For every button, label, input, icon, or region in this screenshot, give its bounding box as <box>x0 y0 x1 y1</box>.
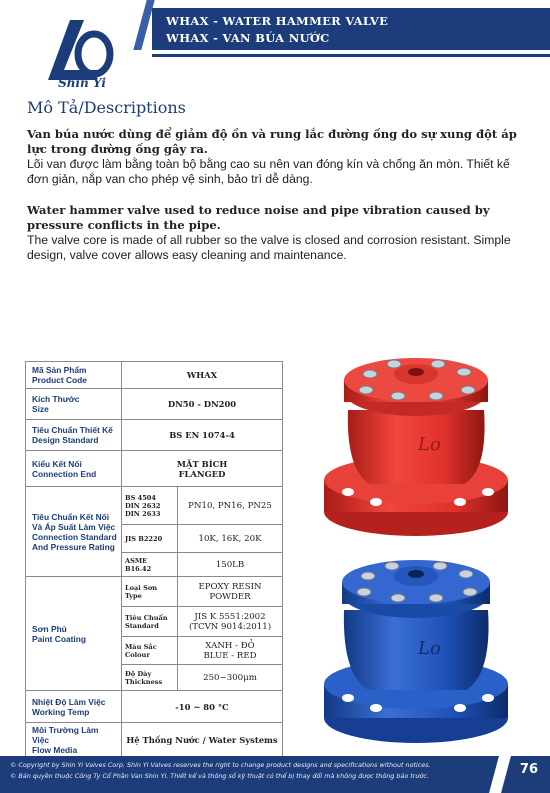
size-label: Kích Thước Size <box>26 389 122 420</box>
product-code-value: WHAX <box>122 362 283 389</box>
rating-value: 10K, 16K, 20K <box>178 525 283 553</box>
coating-value: JIS K 5551:2002 (TCVN 9014:2011) <box>178 607 283 637</box>
brand-name: Shin Yi <box>58 76 106 90</box>
footer-divider <box>489 756 511 793</box>
rating-standard: ASME B16.42 <box>122 553 178 577</box>
header-title-box <box>152 8 550 50</box>
header-rule <box>152 54 550 57</box>
coating-key: Màu Sắc Colour <box>122 637 178 665</box>
svg-text:Lo: Lo <box>418 434 441 455</box>
coating-key: Độ Dày Thickness <box>122 665 178 691</box>
specification-table <box>25 361 283 758</box>
pressure-rating-label: Tiêu Chuẩn Kết Nối Và Áp Suất Làm Việc Connection Standard And Pressure Rating <box>26 487 122 577</box>
size-value: DN50 - DN200 <box>122 389 283 420</box>
coating-value: 250~300μm <box>178 665 283 691</box>
section-title: Mô Tả/Descriptions <box>27 98 186 117</box>
description-en-lead: Water hammer valve used to reduce noise and pipe vibration caused by pressure conflicts in the pipe. <box>27 203 490 232</box>
design-standard-label: Tiêu Chuẩn Thiết Kế Design Standard <box>26 420 122 451</box>
working-temp-label: Nhiệt Độ Làm Việc Working Temp <box>26 691 122 723</box>
table-row <box>26 389 283 420</box>
table-row <box>26 577 283 607</box>
table-row <box>26 451 283 487</box>
rating-standard: BS 4504 DIN 2632 DIN 2633 <box>122 487 178 525</box>
table-row <box>26 723 283 758</box>
connection-end-label: Kiểu Kết Nối Connection End <box>26 451 122 487</box>
svg-text:Lo: Lo <box>418 638 441 659</box>
coating-key: Tiêu Chuẩn Standard <box>122 607 178 637</box>
description-vi <box>27 127 532 187</box>
footer <box>0 756 550 793</box>
blue-valve-image <box>318 552 518 748</box>
flow-media-value: Hệ Thống Nước / Water Systems <box>122 723 283 758</box>
red-valve-image <box>318 352 518 542</box>
coating-value: XANH - ĐỎ BLUE - RED <box>178 637 283 665</box>
coating-value: EPOXY RESIN POWDER <box>178 577 283 607</box>
connection-end-value: MẶT BÍCH FLANGED <box>122 451 283 487</box>
paint-coating-label: Sơn Phủ Paint Coating <box>26 577 122 691</box>
table-row <box>26 362 283 389</box>
rating-value: 150LB <box>178 553 283 577</box>
copyright-vi: © Bản quyền thuộc Công Ty Cổ Phần Van Shin Yi. Thiết kế và thông số kỹ thuật có thể bị thay đổi mà không được thông báo trước. <box>10 772 429 780</box>
description-en-body: The valve core is made of all rubber so the valve is closed and corrosion resistant. Simple design, valve cover allows easy cleaning and maintenance. <box>27 233 511 262</box>
header-title-en: WHAX - WATER HAMMER VALVE <box>166 14 389 28</box>
header-title-vi: WHAX - VAN BÚA NƯỚC <box>166 31 330 45</box>
description-vi-body: Lõi van được làm bằng toàn bộ bằng cao su nên van đóng kín và chống ăn mòn. Thiết kế đơn giản, nắp van cho phép vệ sinh, bảo trì dễ dàng. <box>27 157 510 186</box>
working-temp-value: -10 ~ 80 °C <box>122 691 283 723</box>
rating-value: PN10, PN16, PN25 <box>178 487 283 525</box>
page-number: 76 <box>519 762 538 777</box>
flow-media-label: Môi Trường Làm Việc Flow Media <box>26 723 122 758</box>
product-code-label: Mã Sản Phẩm Product Code <box>26 362 122 389</box>
copyright-en: © Copyright by Shin Yi Valves Corp. Shin Yi Valves reserves the right to change product designs and specifications without notices. <box>10 761 431 769</box>
table-row <box>26 691 283 723</box>
table-row <box>26 487 283 525</box>
table-row <box>26 420 283 451</box>
rating-standard: JIS B2220 <box>122 525 178 553</box>
design-standard-value: BS EN 1074-4 <box>122 420 283 451</box>
coating-key: Loại Sơn Type <box>122 577 178 607</box>
description-en <box>27 203 532 263</box>
description-vi-lead: Van búa nước dùng để giảm độ ồn và rung lắc đường ống do sự xung đột áp lực trong đường ống gây ra. <box>27 127 517 156</box>
